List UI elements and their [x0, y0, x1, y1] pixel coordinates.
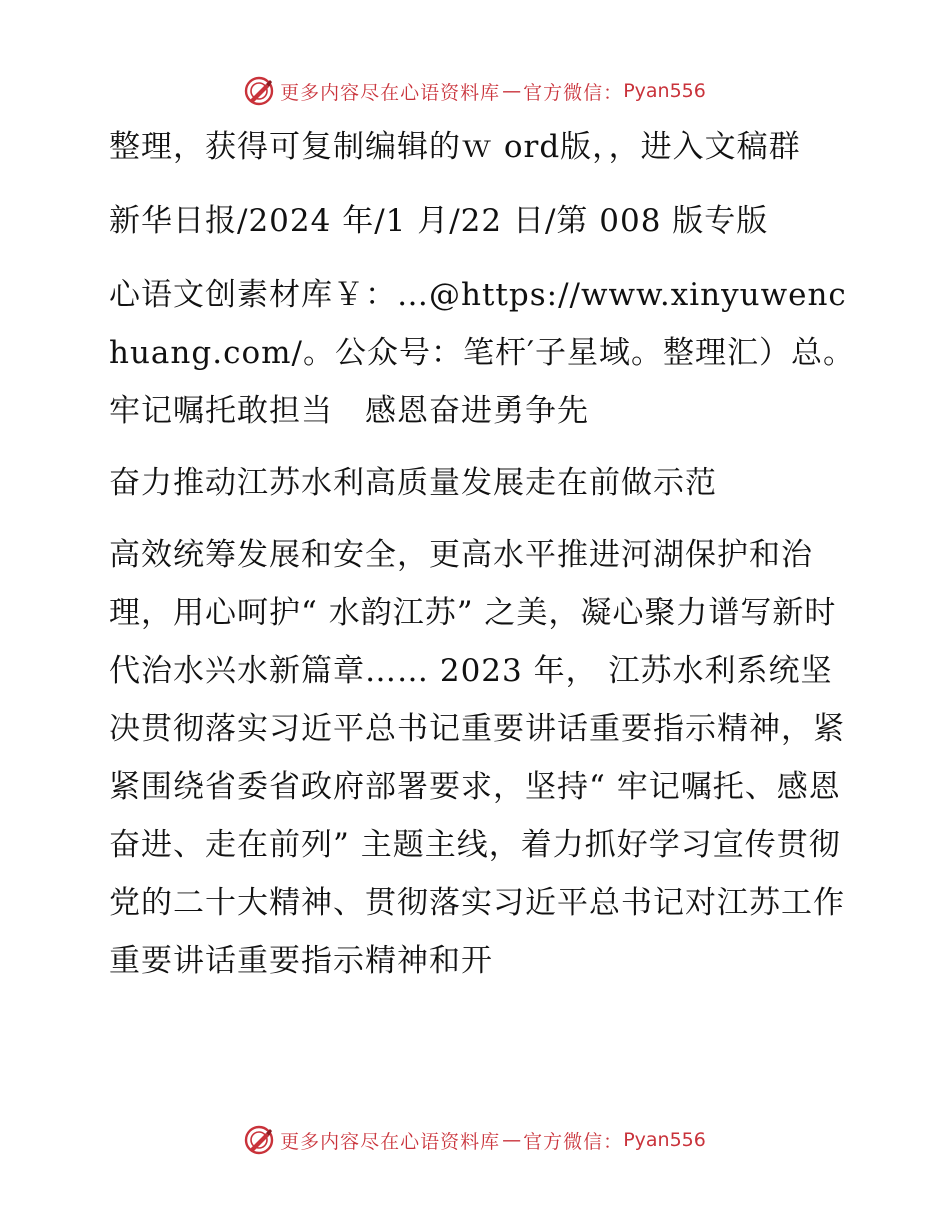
watermark-wechat-id: Pyan556 [623, 80, 706, 102]
watermark-official-label: 官方微信： [523, 1130, 624, 1153]
watermark-header [0, 71, 950, 111]
pen-logo-icon [244, 76, 274, 106]
document-body [97, 118, 857, 990]
pen-logo-icon [244, 1125, 274, 1155]
watermark-wechat-id: Pyan556 [623, 1129, 706, 1151]
paragraph-intro: 整理，获得可复制编辑的ｗ ord版，，进入文稿群 [109, 129, 801, 165]
paragraph-promo: 心语文创素材库￥：…@https://www.xinyuwenchuang.com/。公众号：笔杆′子星域。整理汇）总。牢记嘱托敢担当 感恩奋进勇争先 [109, 277, 855, 429]
watermark-text: 更多内容尽在心语资料库 [280, 81, 501, 104]
watermark-text: 更多内容尽在心语资料库 [280, 1130, 501, 1153]
paragraph-headline: 奋力推动江苏水利高质量发展走在前做示范 [109, 465, 717, 501]
watermark-footer [0, 1120, 950, 1160]
watermark-dash: — [502, 80, 522, 102]
paragraph-body: 高效统筹发展和安全，更高水平推进河湖保护和治理，用心呵护“ 水韵江苏” 之美，凝心聚力谱写新时代治水兴水新篇章…… 2023 年， 江苏水利系统坚决贯彻落实习近平总书记重要讲话重要指示精神，紧紧围绕省委省政府部署要求，坚持“ 牢记嘱托、感恩奋进、走在前列” 主题主线，着力抓好学习宣传贯彻党的二十大精神、贯彻落实习近平总书记对江苏工作重要讲话重要指示精神和开 [109, 537, 845, 979]
watermark-dash: — [502, 1129, 522, 1151]
paragraph-source: 新华日报/2024 年/1 月/22 日/第 008 版专版 [109, 203, 769, 239]
watermark-official-label: 官方微信： [523, 81, 624, 104]
